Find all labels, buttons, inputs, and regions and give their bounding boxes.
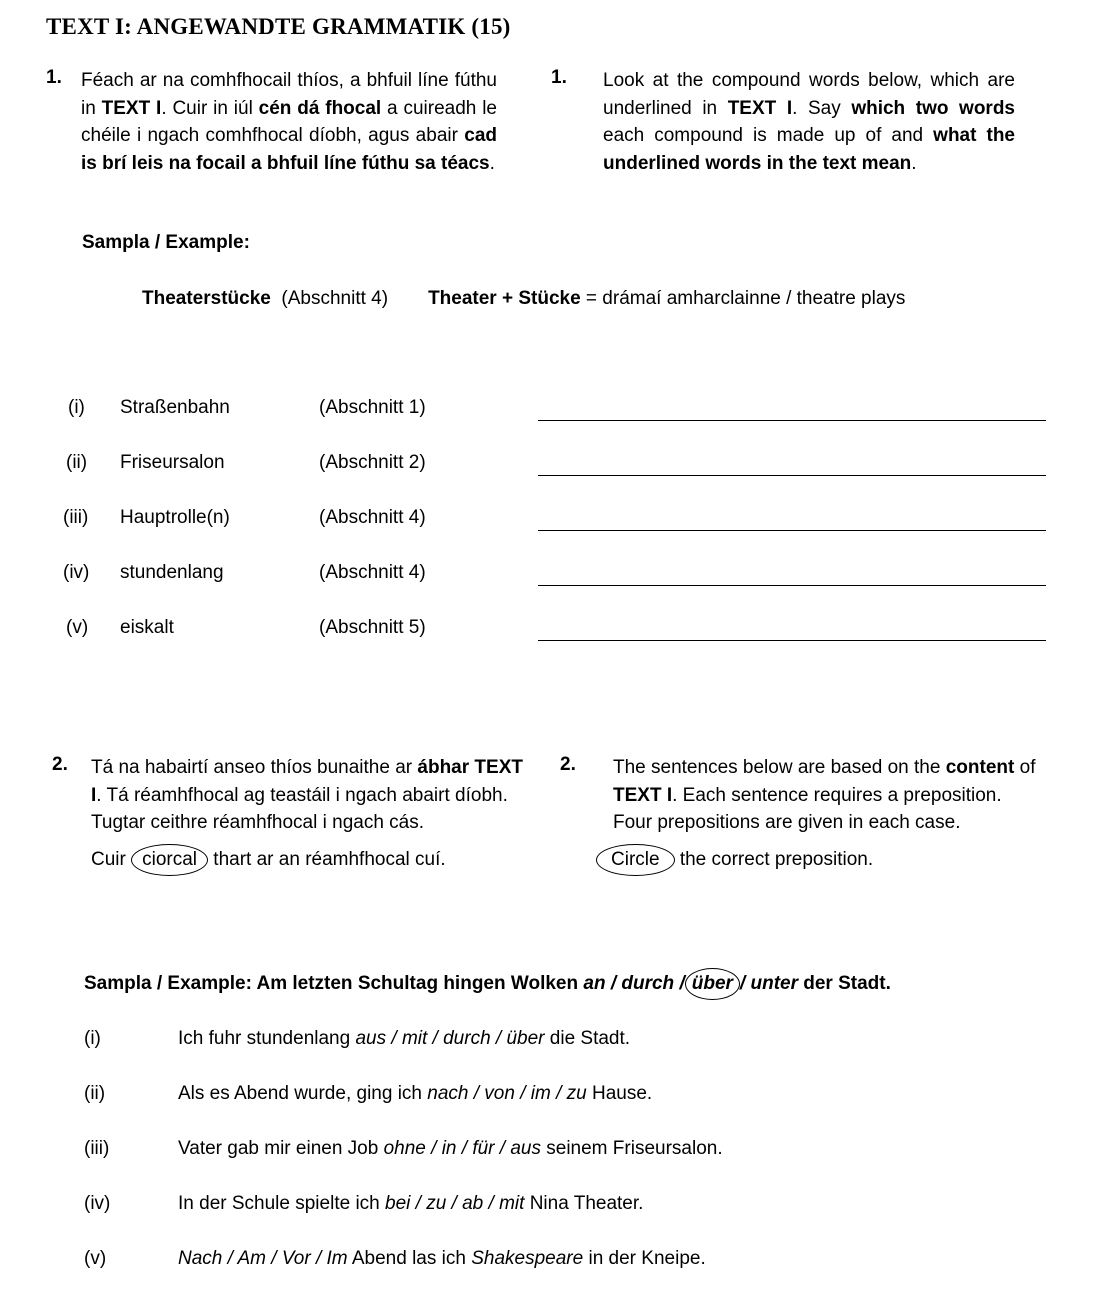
q1-item-word: Hauptrolle(n) (120, 507, 230, 528)
q1-answer-line[interactable] (538, 420, 1046, 421)
q1-instructions-irish: Féach ar na comhfhocail thíos, a bhfuil líne fúthu in TEXT I. Cuir in iúl cén dá fhocal a cuireadh le chéile i ngach comhfhocal díobh, agus abair cad is brí leis na focail a bhfuil líne fúthu sa téacs. (81, 70, 497, 174)
q1-item-section: (Abschnitt 5) (319, 617, 426, 638)
q2-example: Sampla / Example: Am letzten Schultag hingen Wolken an / durch / über / unter der Stadt. (84, 968, 891, 1000)
preposition-options[interactable]: ohne / in / für / aus (383, 1138, 541, 1159)
preposition-options[interactable]: Nach / Am / Vor / Im (178, 1248, 348, 1269)
q1-item-word: Friseursalon (120, 452, 225, 473)
q2-circle-instruction-irish: Cuir ciorcal thart ar an réamhfhocal cuí. (91, 844, 446, 876)
q1-item-section: (Abschnitt 2) (319, 452, 426, 473)
preposition-options[interactable]: bei / zu / ab / mit (385, 1193, 525, 1214)
q1-item-number: (v) (66, 617, 89, 638)
q1-number-english: 1. (551, 67, 567, 88)
q2-number-irish: 2. (52, 754, 68, 775)
circled-word: Circle (596, 844, 675, 876)
q1-item-word: stundenlang (120, 562, 224, 583)
q2-number-english: 2. (560, 754, 576, 775)
q1-item-section: (Abschnitt 4) (319, 507, 426, 528)
preposition-options[interactable]: nach / von / im / zu (427, 1083, 587, 1104)
q1-item-number: (i) (68, 397, 85, 418)
q1-item-section: (Abschnitt 1) (319, 397, 426, 418)
preposition-options[interactable]: aus / mit / durch / über (355, 1028, 545, 1049)
q1-number-irish: 1. (46, 67, 62, 88)
q1-instructions-english: Look at the compound words below, which are underlined in TEXT I. Say which two words each compound is made up of and what the underlined words in the text mean. (603, 70, 1015, 174)
q1-item-number: (iv) (63, 562, 90, 583)
circled-word: ciorcal (131, 844, 208, 876)
q2-instructions-irish: Tá na habairtí anseo thíos bunaithe ar ábhar TEXT I. Tá réamhfhocal ag teastáil i ngach abairt díobh. Tugtar ceithre réamhfhocal i ngach cás. (91, 757, 523, 833)
circled-option: über (685, 968, 740, 1000)
q1-item-section: (Abschnitt 4) (319, 562, 426, 583)
q1-answer-line[interactable] (538, 530, 1046, 531)
q2-instructions-english: The sentences below are based on the content of TEXT I. Each sentence requires a preposition. Four prepositions are given in each case. (613, 757, 1036, 833)
q2-circle-instruction-english: Circle the correct preposition. (596, 844, 873, 876)
q1-item-number: (ii) (66, 452, 88, 473)
q1-answer-line[interactable] (538, 640, 1046, 641)
q1-answer-line[interactable] (538, 475, 1046, 476)
q1-item-number: (iii) (63, 507, 89, 528)
q1-item-word: eiskalt (120, 617, 174, 638)
q1-example: Theaterstücke (Abschnitt 4) Theater + Stücke = drámaí amharclainne / theatre plays (142, 288, 906, 309)
q1-answer-line[interactable] (538, 585, 1046, 586)
q1-item-word: Straßenbahn (120, 397, 230, 418)
q1-example-label: Sampla / Example: (82, 232, 250, 253)
page-title: TEXT I: ANGEWANDTE GRAMMATIK (15) (46, 14, 511, 39)
